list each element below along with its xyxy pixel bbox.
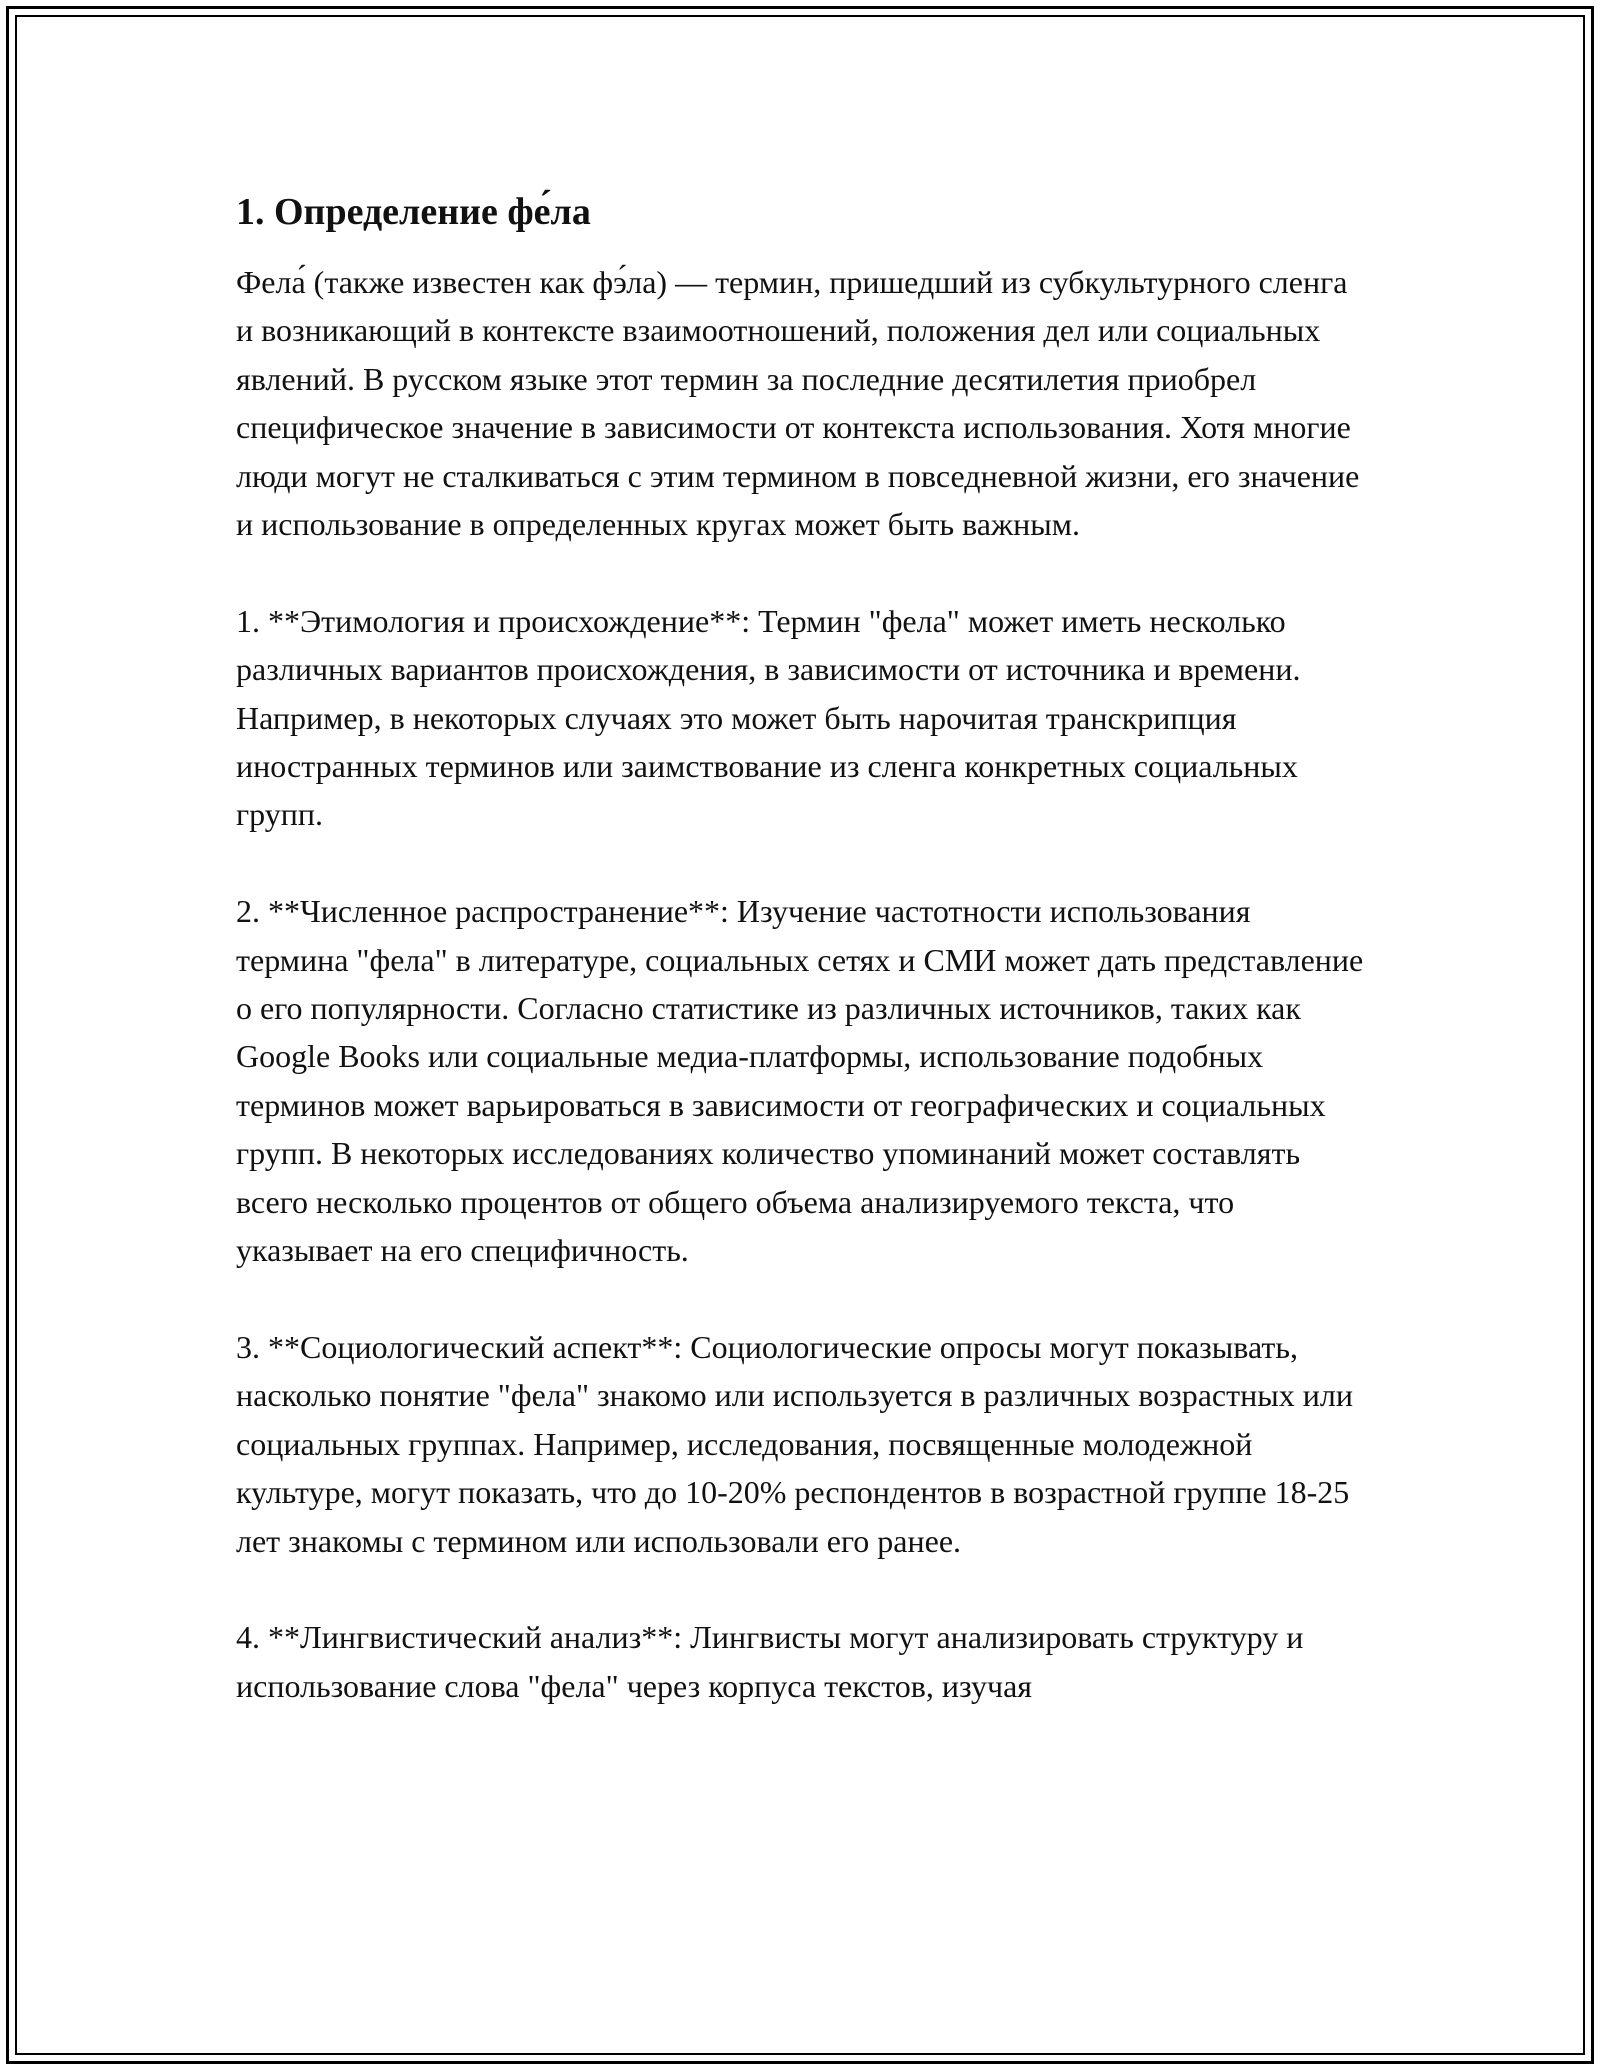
section-heading: 1. Определение фе́ла <box>236 191 591 233</box>
sociology-paragraph: 3. **Социологический аспект**: Социологические опросы могут показывать, насколько понятие "фела" знакомо или используется в различных возрастных или социальных группах. Например, исследования, посвященные молодежной культуре, могут показать, что до 10-20% респондентов в возрастной группе 18-25 лет знакомы с термином или использовали его ранее. <box>236 1328 1353 1559</box>
etymology-paragraph: 1. **Этимология и происхождение**: Термин "фела" может иметь несколько различных вариантов происхождения, в зависимости от источника и времени. Например, в некоторых случаях это может быть нарочитая транскрипция иностранных терминов или заимствование из сленга конкретных социальных групп. <box>236 602 1301 833</box>
linguistics-paragraph: 4. **Лингвистический анализ**: Лингвисты могут анализировать структуру и использование слова "фела" через корпуса текстов, изучая <box>236 1619 1304 1704</box>
document-body <box>236 186 1366 1759</box>
intro-paragraph: Фела́ (также известен как фэ́ла) — термин, пришедший из субкультурного сленга и возникающий в контексте взаимоотношений, положения дел или социальных явлений. В русском языке этот термин за последние десятилетия приобрел специфическое значение в зависимости от контекста использования. Хотя многие люди могут не сталкиваться с этим термином в повседневной жизни, его значение и использование в определенных кругах может быть важным. <box>236 264 1360 543</box>
prevalence-paragraph: 2. **Численное распространение**: Изучение частотности использования термина "фела" в литературе, социальных сетях и СМИ может дать представление о его популярности. Согласно статистике из различных источников, таких как Google Books или социальные медиа-платформы, использование подобных терминов может варьироваться в зависимости от географических и социальных групп. В некоторых исследованиях количество упоминаний может составлять всего несколько процентов от общего объема анализируемого текста, что указывает на его специфичность. <box>236 893 1364 1269</box>
